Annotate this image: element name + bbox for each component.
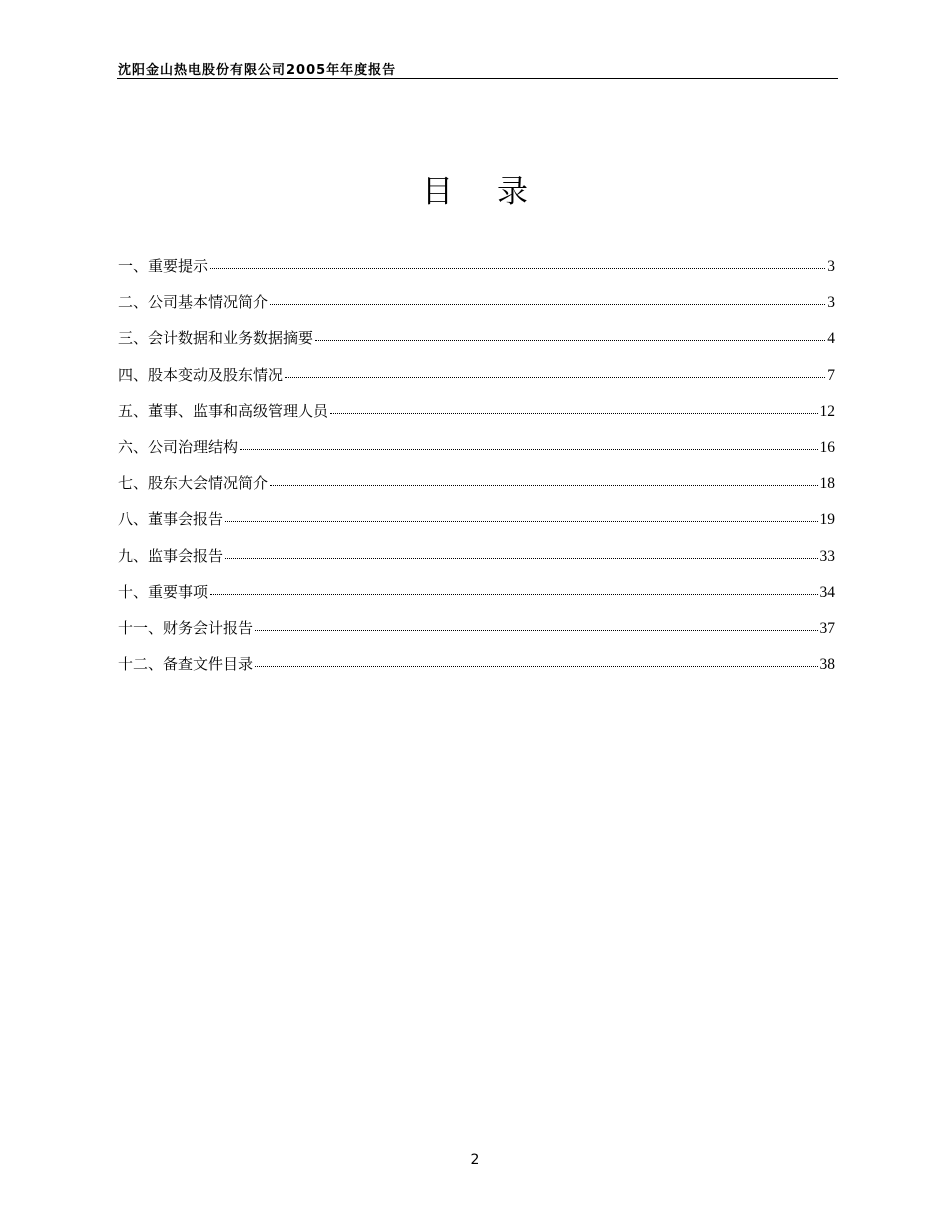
toc-entry-page: 16 xyxy=(819,438,835,456)
toc-entry-page: 38 xyxy=(819,656,835,674)
toc-entry-label: 一、重要提示 xyxy=(118,257,209,275)
toc-entry-label: 五、董事、监事和高级管理人员 xyxy=(118,401,329,420)
toc-entry-page: 37 xyxy=(819,619,835,637)
toc-entry[interactable] xyxy=(118,545,835,581)
toc-entry-label: 二、公司基本情况简介 xyxy=(118,293,269,312)
toc-entry[interactable] xyxy=(118,472,835,508)
toc-entry-page: 3 xyxy=(827,294,835,312)
toc-dot-leader xyxy=(255,630,817,631)
header-title: 沈阳金山热电股份有限公司2005年年度报告 xyxy=(118,63,397,78)
table-of-contents xyxy=(118,255,835,689)
toc-dot-leader xyxy=(270,304,825,305)
toc-entry-label: 九、监事会报告 xyxy=(118,546,224,565)
toc-dot-leader xyxy=(315,340,825,341)
toc-dot-leader xyxy=(210,594,817,595)
toc-entry-label: 十一、财务会计报告 xyxy=(118,618,254,637)
toc-entry[interactable] xyxy=(118,581,835,617)
toc-entry-page: 34 xyxy=(819,583,835,601)
toc-dot-leader xyxy=(240,449,817,450)
toc-dot-leader xyxy=(285,377,825,378)
toc-entry[interactable] xyxy=(118,291,835,327)
toc-dot-leader xyxy=(330,413,817,414)
toc-entry-label: 八、董事会报告 xyxy=(118,510,224,529)
toc-entry[interactable] xyxy=(118,653,835,689)
toc-entry[interactable] xyxy=(118,400,835,436)
toc-entry-label: 三、会计数据和业务数据摘要 xyxy=(118,329,314,348)
page-number: 2 xyxy=(470,1152,480,1168)
toc-entry[interactable] xyxy=(118,617,835,653)
toc-entry-page: 3 xyxy=(827,258,835,275)
toc-dot-leader xyxy=(270,485,817,486)
toc-title: 目录 xyxy=(422,174,572,210)
toc-dot-leader xyxy=(225,558,817,559)
toc-entry-page: 19 xyxy=(819,511,835,529)
toc-entry-page: 33 xyxy=(819,547,835,565)
toc-dot-leader xyxy=(255,666,817,667)
toc-dot-leader xyxy=(210,268,825,269)
toc-dot-leader xyxy=(225,521,817,522)
toc-entry[interactable] xyxy=(118,364,835,400)
toc-entry-label: 十、重要事项 xyxy=(118,582,209,601)
toc-entry-page: 12 xyxy=(819,402,835,420)
toc-entry[interactable] xyxy=(118,508,835,544)
toc-entry[interactable] xyxy=(118,327,835,363)
toc-entry-label: 四、股本变动及股东情况 xyxy=(118,365,284,384)
toc-entry[interactable] xyxy=(118,255,835,291)
toc-entry-page: 7 xyxy=(827,366,835,384)
page-header xyxy=(117,56,838,79)
toc-entry-label: 十二、备查文件目录 xyxy=(118,655,254,674)
toc-entry-label: 六、公司治理结构 xyxy=(118,437,239,456)
toc-entry-page: 18 xyxy=(819,475,835,493)
toc-entry-page: 4 xyxy=(827,330,835,348)
toc-entry[interactable] xyxy=(118,436,835,472)
toc-entry-label: 七、股东大会情况简介 xyxy=(118,474,269,493)
